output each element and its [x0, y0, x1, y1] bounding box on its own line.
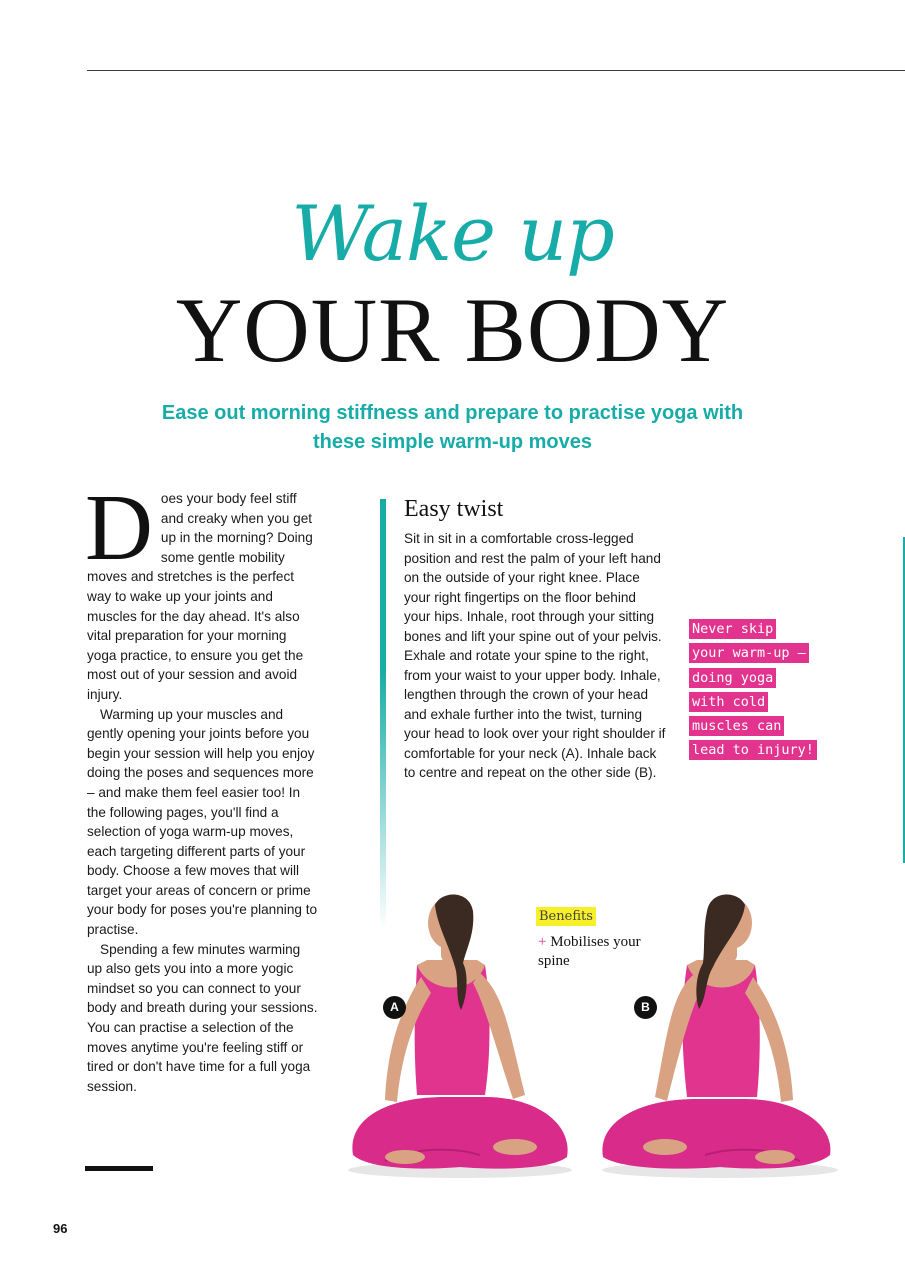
bullet-plus: +: [538, 934, 547, 950]
benefits-label: Benefits: [536, 907, 596, 926]
intro-paragraph-1: [85, 476, 319, 705]
benefit-item: [538, 933, 648, 971]
drop-cap: D: [85, 476, 153, 580]
top-rule: [87, 70, 905, 71]
benefit-text: Mobilises your spine: [538, 934, 641, 969]
standfirst: Ease out morning stiffness and prepare to practise yoga with these simple warm-up moves: [161, 402, 744, 453]
intro-paragraph-2: Warming up your muscles and gently opening your joints before you begin your session will help you enjoy doing the poses and sequences more – and make them feel easier too! In the following pages, you'll find a selection of yoga warm-up moves, each targeting different parts of your body. Choose a few moves that will target your areas of concern or prime your body for poses you're planning to practise.: [87, 706, 318, 938]
tip-line: doing yoga: [689, 668, 776, 688]
pose-photo-a: [345, 885, 575, 1180]
title-script: Wake up: [291, 189, 614, 278]
tip-line: your warm-up –: [689, 643, 809, 663]
photo-label-a: A: [383, 996, 406, 1019]
page-number: 96: [53, 1221, 68, 1236]
tip-callout: [689, 617, 829, 763]
photo-label-b: B: [634, 996, 657, 1019]
pose-photo-b: [595, 885, 840, 1180]
page-title: YOUR BODY: [175, 279, 730, 381]
section-end-bar: [85, 1166, 153, 1171]
intro-paragraph-3: Spending a few minutes warming up also gets you into a more yogic mindset so you can connect to your body and breath during your sessions. You can practise a selection of the moves anytime you're feeling stiff or tired or don't have time for a full yoga session.: [87, 941, 318, 1094]
pose-instructions: Sit in sit in a comfortable cross-legged position and rest the palm of your left hand on the outside of your right knee. Place your right fingertips on the floor behind your hips. Inhale, root through your sitting bones and lift your spine out of your pelvis. Exhale and rotate your spine to the right, from your waist to your upper body. Inhale, lengthen through the crown of your head and exhale further into the twist, turning your head to look over your right shoulder if comfortable for your neck (A). Inhale back to centre and repeat on the other side (B).: [404, 531, 666, 780]
pose-accent-bar: [380, 499, 386, 929]
tip-line: Never skip: [689, 619, 776, 639]
intro-text-1: oes your body feel stiff and creaky when you get up in the morning? Doing some gentle mobility moves and stretches is the perfect way to wake up your joints and muscles for the day ahead. It's also vital preparation for your morning yoga practice, to ensure you get the most out of your session and avoid injury.: [87, 491, 313, 702]
pose-title: Easy twist: [404, 496, 504, 522]
tip-line: muscles can: [689, 716, 784, 736]
tip-line: lead to injury!: [689, 740, 817, 760]
intro-column: [85, 476, 319, 1096]
tip-line: with cold: [689, 692, 768, 712]
